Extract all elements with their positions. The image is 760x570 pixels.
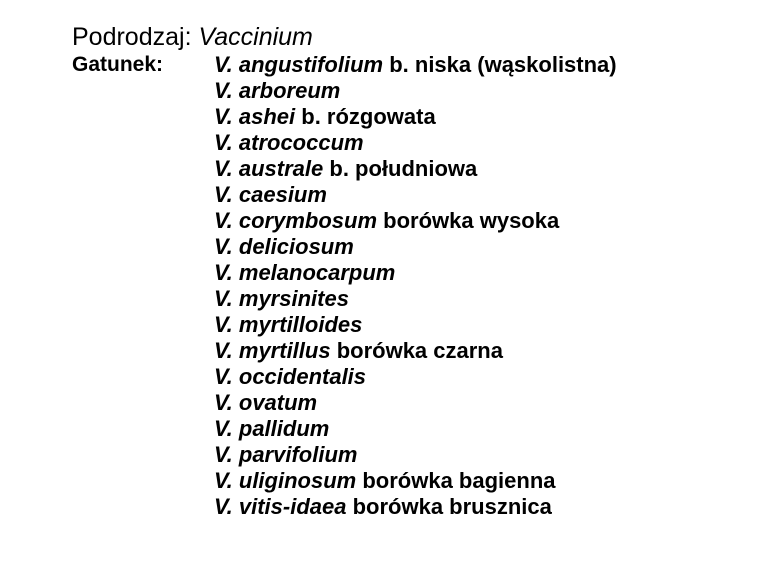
species-common-name: borówka bagienna	[362, 468, 556, 493]
species-label: Gatunek:	[72, 53, 164, 76]
species-latin-name: V. ovatum	[214, 390, 318, 415]
species-item	[214, 52, 617, 78]
species-latin-name: V. arboreum	[214, 78, 341, 103]
species-latin-name: V. pallidum	[214, 416, 330, 441]
species-latin-name: V. vitis-idaea	[214, 494, 347, 519]
species-item	[214, 156, 617, 182]
species-common-name: borówka czarna	[336, 338, 503, 363]
species-latin-name: V. deliciosum	[214, 234, 354, 259]
species-item	[214, 364, 617, 390]
species-latin-name: V. australe	[214, 156, 324, 181]
species-latin-name: V. angustifolium	[214, 52, 384, 77]
species-latin-name: V. atrococcum	[214, 130, 364, 155]
species-item	[214, 416, 617, 442]
species-item	[214, 182, 617, 208]
species-latin-name: V. parvifolium	[214, 442, 358, 467]
species-item	[214, 442, 617, 468]
species-item	[214, 468, 617, 494]
species-latin-name: V. ashei	[214, 104, 296, 129]
subgenus-name: Vaccinium	[198, 23, 313, 51]
subgenus-label: Podrodzaj:	[72, 23, 192, 51]
species-item	[214, 338, 617, 364]
species-item	[214, 494, 617, 520]
species-common-name: borówka wysoka	[383, 208, 560, 233]
species-item	[214, 234, 617, 260]
species-item	[214, 312, 617, 338]
species-common-name: borówka brusznica	[352, 494, 552, 519]
species-item	[214, 286, 617, 312]
species-latin-name: V. occidentalis	[214, 364, 367, 389]
species-latin-name: V. myrsinites	[214, 286, 349, 311]
species-item	[214, 390, 617, 416]
species-item	[214, 104, 617, 130]
subgenus-heading	[72, 22, 313, 52]
species-latin-name: V. uliginosum	[214, 468, 357, 493]
species-common-name: b. południowa	[329, 156, 478, 181]
species-latin-name: V. melanocarpum	[214, 260, 396, 285]
species-item	[214, 78, 617, 104]
species-item	[214, 208, 617, 234]
species-list	[214, 52, 617, 520]
species-latin-name: V. caesium	[214, 182, 327, 207]
species-latin-name: V. corymbosum	[214, 208, 378, 233]
species-latin-name: V. myrtillus	[214, 338, 331, 363]
species-item	[214, 260, 617, 286]
species-common-name: b. rózgowata	[301, 104, 436, 129]
species-common-name: b. niska (wąskolistna)	[389, 52, 617, 77]
species-latin-name: V. myrtilloides	[214, 312, 363, 337]
species-item	[214, 130, 617, 156]
